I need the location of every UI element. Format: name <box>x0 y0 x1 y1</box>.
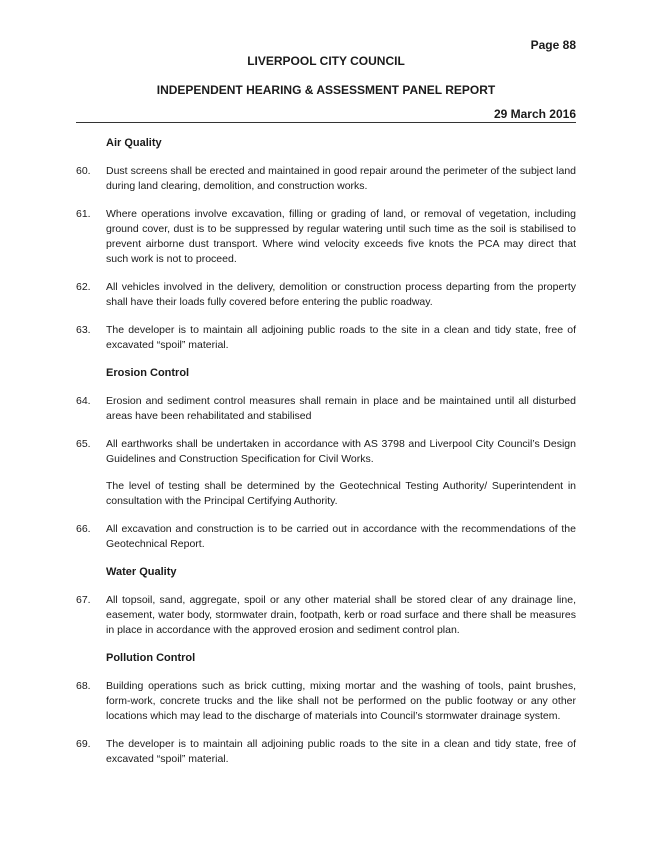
condition-number: 63. <box>76 324 91 336</box>
condition-text: All excavation and construction is to be carried out in accordance with the recommendations of the Geotechnical Report. <box>106 523 576 550</box>
condition-item <box>76 593 576 638</box>
condition-item <box>76 164 576 194</box>
condition-item <box>76 280 576 310</box>
condition-text: All vehicles involved in the delivery, demolition or construction process departing from the property shall have their loads fully covered before entering the public roadway. <box>106 281 576 308</box>
section-heading-air-quality: Air Quality <box>106 137 162 149</box>
condition-number: 66. <box>76 523 91 535</box>
condition-text: Building operations such as brick cutting, mixing mortar and the washing of tools, paint brushes, form-work, concrete trucks and the like shall not be performed on the public footway or any other locations which may lead to the discharge of materials into Council’s stormwater drainage system. <box>106 680 576 722</box>
condition-text: All earthworks shall be undertaken in accordance with AS 3798 and Liverpool City Council’s Design Guidelines and Construction Specification for Civil Works. <box>106 438 576 465</box>
condition-text: Erosion and sediment control measures shall remain in place and be maintained until all disturbed areas have been rehabilitated and stabilised <box>106 395 576 422</box>
header-divider <box>76 122 576 123</box>
condition-number: 65. <box>76 438 91 450</box>
condition-number: 62. <box>76 281 91 293</box>
condition-text: All topsoil, sand, aggregate, spoil or any other material shall be stored clear of any drainage line, easement, water body, stormwater drain, footpath, kerb or road surface and there shall be measures in place in accordance with the approved erosion and sediment control plan. <box>106 594 576 636</box>
section-heading-pollution-control: Pollution Control <box>106 652 196 664</box>
condition-number: 69. <box>76 738 91 750</box>
condition-text: The developer is to maintain all adjoining public roads to the site in a clean and tidy state, free of excavated “spoil” material. <box>106 324 576 351</box>
condition-item <box>76 323 576 353</box>
section-heading-erosion-control: Erosion Control <box>106 367 190 379</box>
document-body <box>76 136 576 780</box>
section-heading-water-quality: Water Quality <box>106 566 177 578</box>
condition-number: 61. <box>76 208 91 220</box>
condition-number: 68. <box>76 680 91 692</box>
condition-item <box>76 522 576 552</box>
condition-text-continued: The level of testing shall be determined by the Geotechnical Testing Authority/ Superintendent in consultation with the Principal Certifying Authority. <box>106 480 576 507</box>
condition-text: Where operations involve excavation, filling or grading of land, or removal of vegetation, including ground cover, dust is to be suppressed by regular watering until such time as the soil is stabilised to prevent airborne dust transport. Where wind velocity exceeds five knots the PCA may direct that such work is not to proceed. <box>106 208 576 265</box>
condition-number: 60. <box>76 165 91 177</box>
condition-item <box>76 394 576 424</box>
condition-number: 67. <box>76 594 91 606</box>
report-title: INDEPENDENT HEARING & ASSESSMENT PANEL REPORT <box>156 83 496 97</box>
condition-item <box>76 737 576 767</box>
page-number: Page 88 <box>530 38 576 52</box>
condition-text: Dust screens shall be erected and maintained in good repair around the perimeter of the subject land during land clearing, demolition, and construction works. <box>106 165 576 192</box>
council-name: LIVERPOOL CITY COUNCIL <box>247 54 405 68</box>
condition-item <box>76 679 576 724</box>
report-date: 29 March 2016 <box>493 107 576 121</box>
condition-text: The developer is to maintain all adjoining public roads to the site in a clean and tidy state, free of excavated “spoil” material. <box>106 738 576 765</box>
condition-item <box>76 207 576 267</box>
condition-number: 64. <box>76 395 91 407</box>
condition-item <box>76 437 576 509</box>
